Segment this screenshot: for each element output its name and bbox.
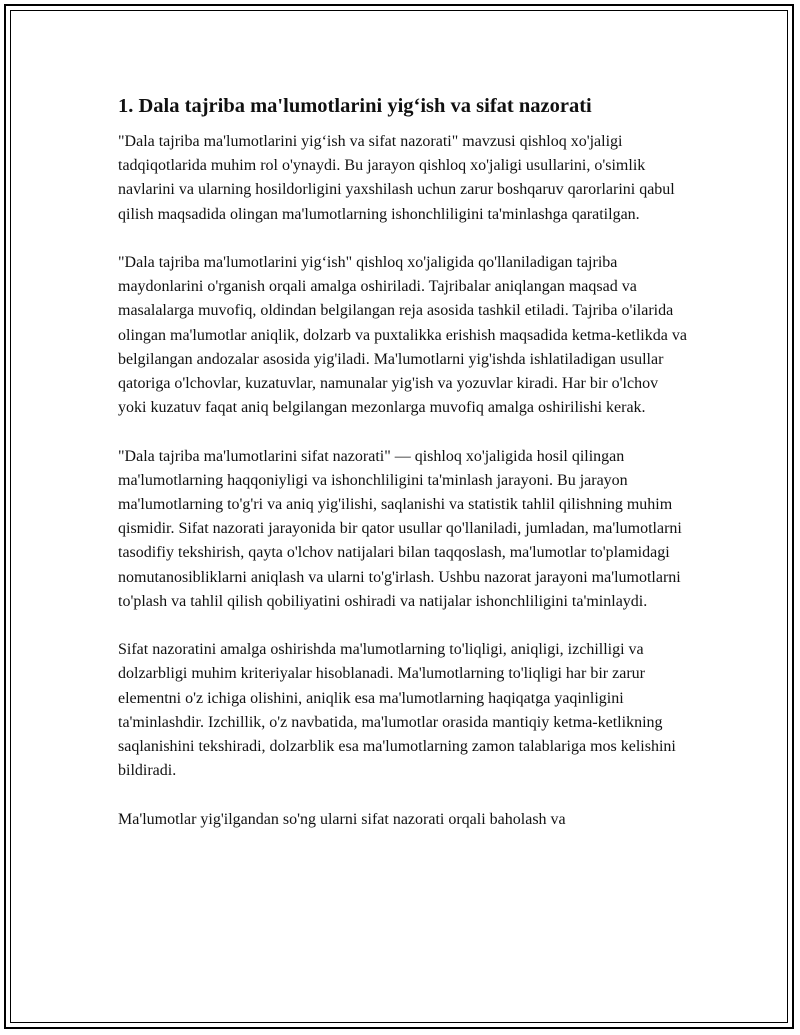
paragraph-quality-control: "Dala tajriba ma'lumotlarini sifat nazorati" — qishloq xo'jaligida hosil qilingan ma'lumotlarning haqqoniyligi va ishonchliligini ta'minlash jarayoni. Bu jarayon ma'lumotlarning to'g'ri va aniq yig'ilishi, saqlanishi va statistik tahlil qilishning muhim qismidir. Sifat nazorati jarayonida bir qator usullar qo'llaniladi, jumladan, ma'lumotlarni tasodifiy tekshirish, qayta o'lchov natijalari bilan taqqoslash, ma'lumotlar to'plamidagi nomutanosibliklarni aniqlash va ularni to'g'irlash. Ushbu nazorat jarayoni ma'lumotlarni to'plash va tahlil qilish qobiliyatini oshiradi va natijalar ishonchliligini ta'minlaydi. (118, 447, 682, 610)
paragraph-continuation: Ma'lumotlar yig'ilgandan so'ng ularni sifat nazorati orqali baholash va (118, 810, 566, 828)
section-heading: 1. Dala tajriba ma'lumotlarini yig‘ish va sifat nazorati (118, 95, 592, 117)
document-body (118, 93, 690, 856)
paragraph-intro: "Dala tajriba ma'lumotlarini yig‘ish va sifat nazorati" mavzusi qishloq xo'jaligi tadqiqotlarida muhim rol o'ynaydi. Bu jarayon qishloq xo'jaligi usullarini, o'simlik navlarini va ularning hosildorligini yaxshilash uchun zarur boshqaruv qarorlarini qabul qilish maqsadida olingan ma'lumotlarning ishonchliligini ta'minlashga qaratilgan. (118, 133, 675, 223)
paragraph-data-collection: "Dala tajriba ma'lumotlarini yig‘ish" qishloq xo'jaligida qo'llaniladigan tajriba maydonlarini o'rganish orqali amalga oshiriladi. Tajribalar aniqlangan maqsad va masalalarga muvofiq, oldindan belgilangan reja asosida tashkil etiladi. Tajriba o'ilarida olingan ma'lumotlar aniqlik, dolzarb va puxtalikka erishish maqsadida ketma-ketlikda va belgilangan andozalar asosida yig'iladi. Ma'lumotlarni yig'ishda ishlatiladigan usullar qatoriga o'lchovlar, kuzatuvlar, namunalar yig'ish va yozuvlar kiradi. Har bir o'lchov yoki kuzatuv faqat aniq belgilangan mezonlarga muvofiq amalga oshirilishi kerak. (118, 254, 687, 417)
paragraph-quality-criteria: Sifat nazoratini amalga oshirishda ma'lumotlarning to'liqligi, aniqligi, izchilligi va dolzarbligi muhim kriteriyalar hisoblanadi. Ma'lumotlarning to'liqligi har bir zarur elementni o'z ichiga olishini, aniqlik esa ma'lumotlarning haqiqatga yaqinligini ta'minlashdir. Izchillik, o'z navbatida, ma'lumotlar orasida mantiqiy ketma-ketlikning saqlanishini tekshiradi, dolzarblik esa ma'lumotlarning zamon talablariga mos kelishini bildiradi. (118, 641, 676, 780)
